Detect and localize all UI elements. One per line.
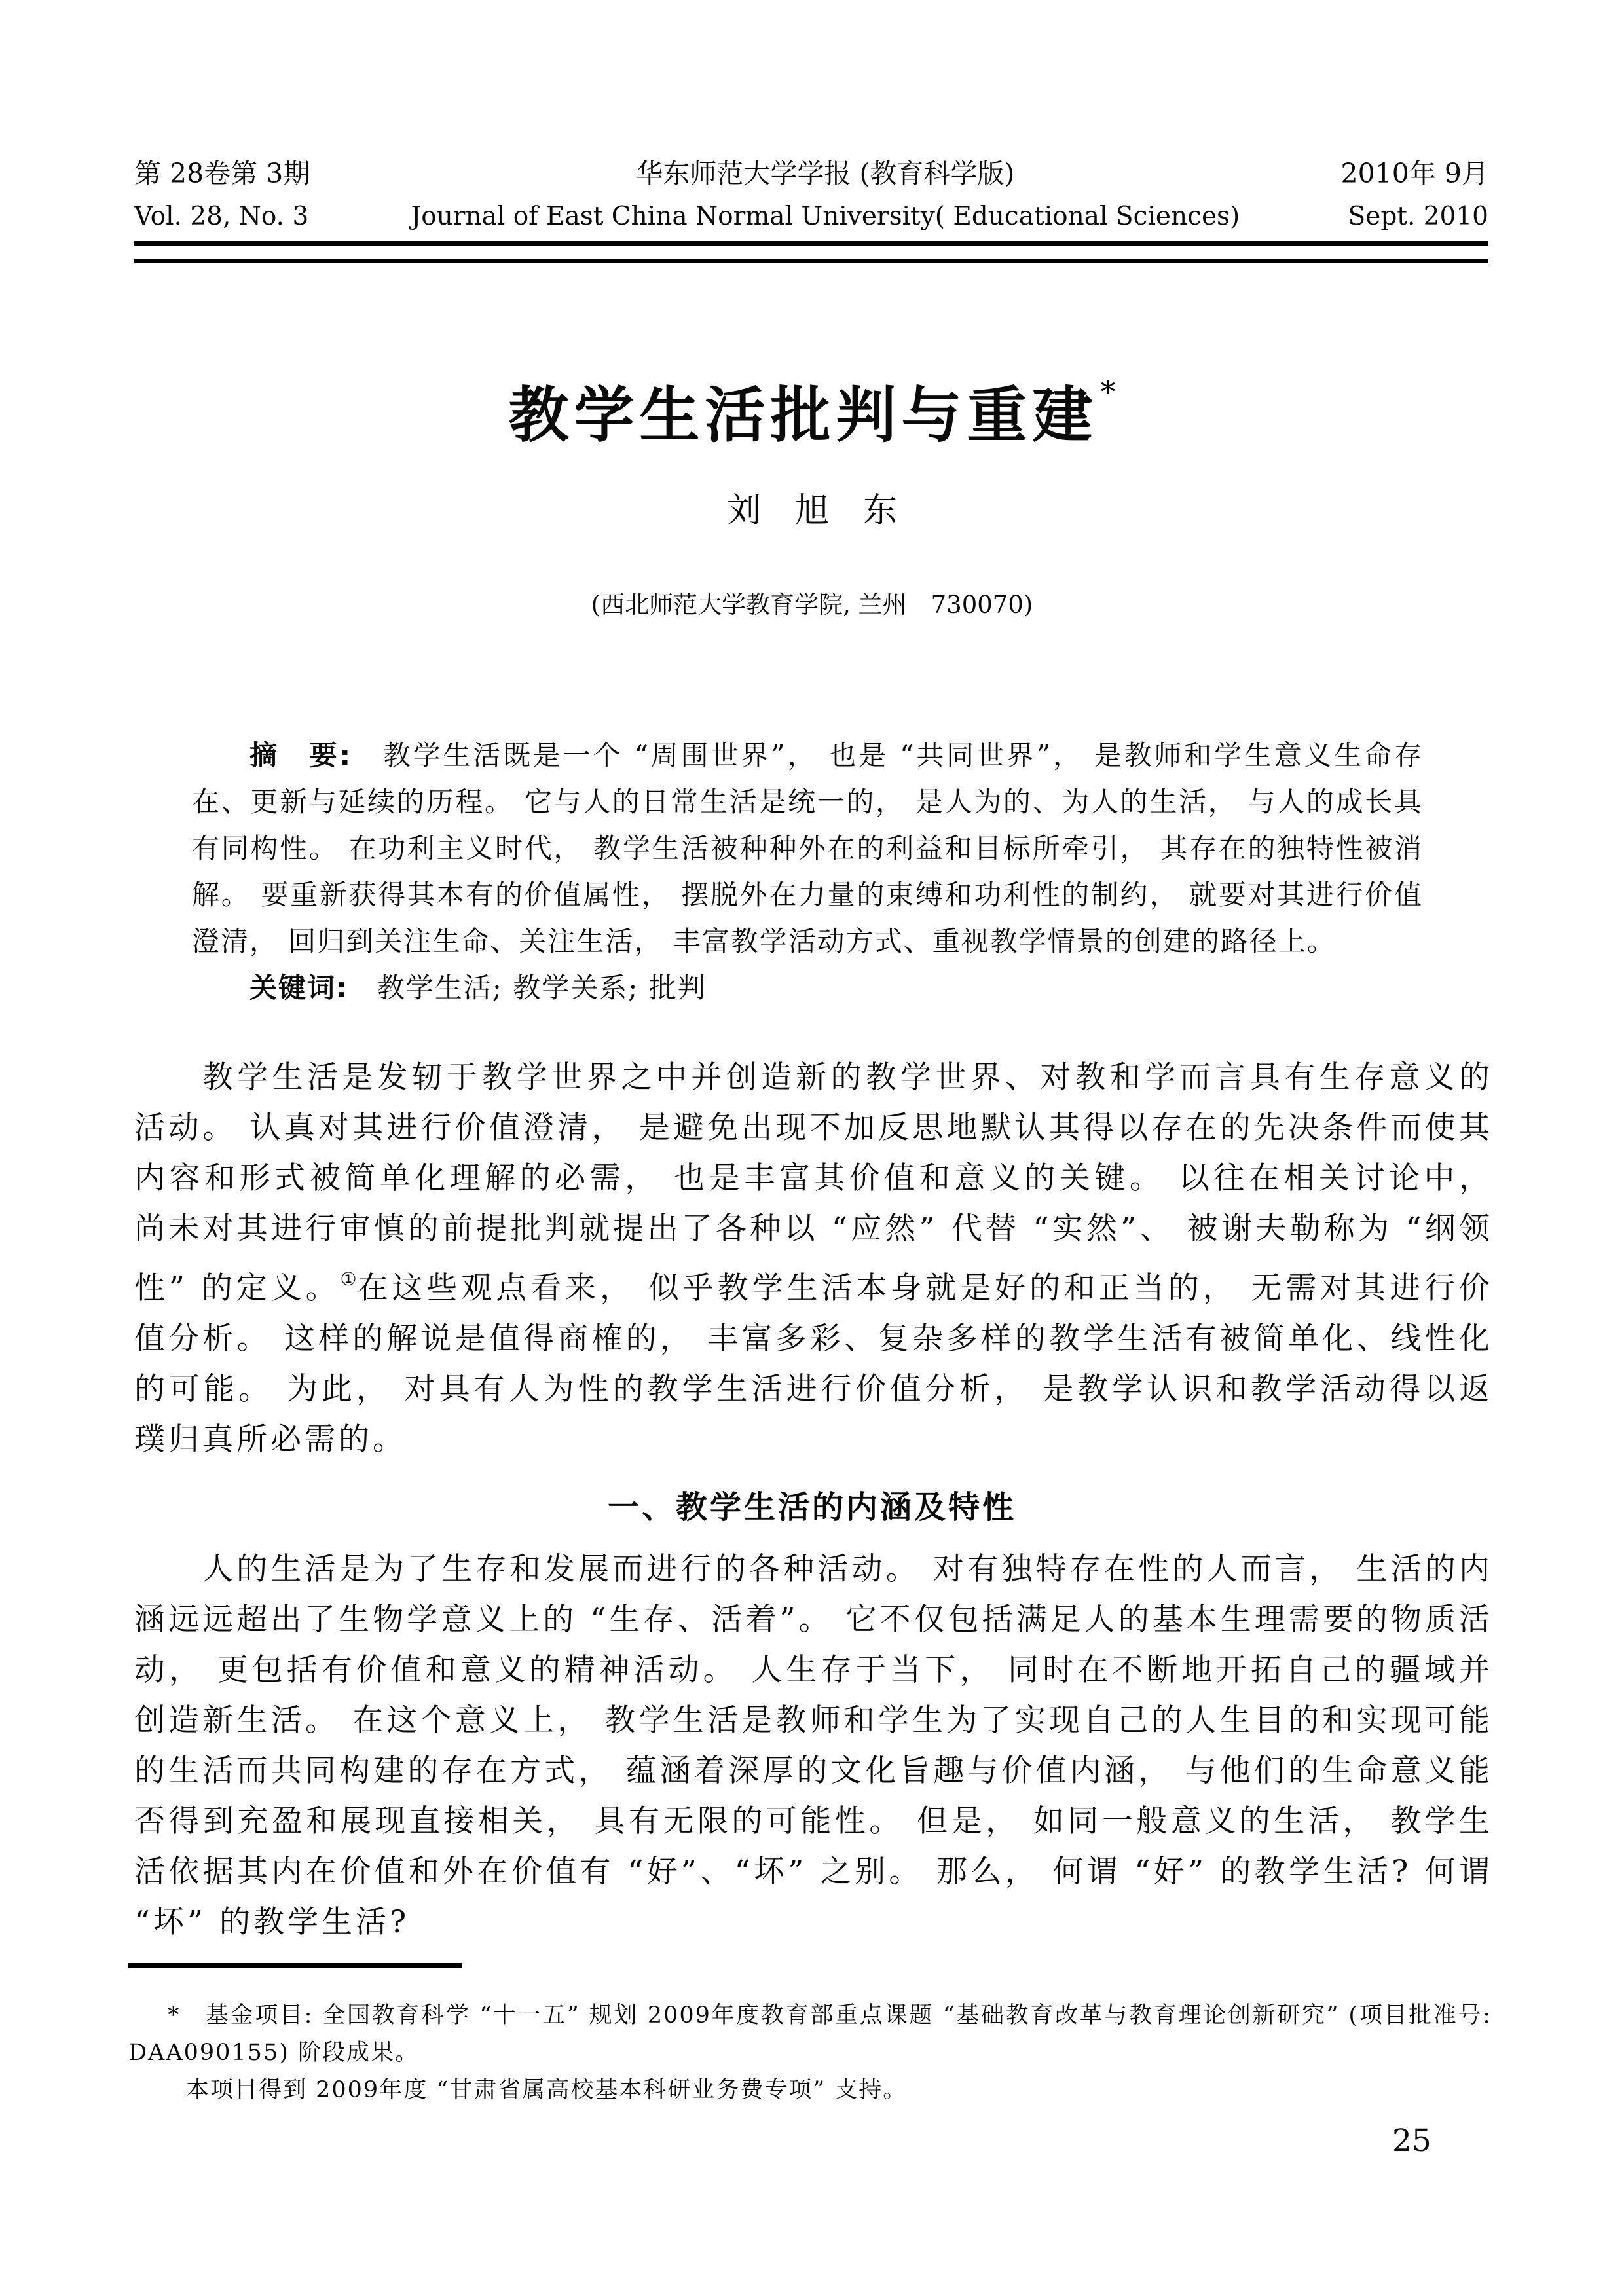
volume-issue-cn: 第 28卷第 3期 — [134, 158, 310, 189]
body-paragraph-2: 人的生活是为了生存和发展而进行的各种活动。 对有独特存在性的人而言， 生活的内涵远远超出了生物学意义上的 “生存、活着”。 它不仅包括满足人的基本生理需要的物质活动， 更包括有价值和意义的精神活动。 人生存于当下， 同时在不断地开拓自己的疆域并创造新生活。 在这个意义上， 教学生活是教师和学生为了实现自己的人生目的和实现可能的生活而共同构建的存在方式， 蕴涵着深厚的文化旨趣与价值内涵， 与他们的生命意义能否得到充盈和展现直接相关， 具有无限的可能性。 但是， 如同一般意义的生活， 教学生活依据其内在价值和外在价值有 “好”、“坏” 之别。 那么， 何谓 “好” 的教学生活? 何谓 “坏” 的教学生活? — [134, 1551, 1493, 1940]
issue-date-cn: 2010年 9月 — [1340, 158, 1488, 189]
header-center-column — [310, 156, 1340, 233]
abstract-block — [192, 732, 1423, 1011]
keywords-paragraph — [192, 964, 1423, 1011]
article-title-text: 教学生活批判与重建 — [508, 380, 1098, 450]
header-left-column — [134, 156, 310, 233]
body-paragraph-1 — [134, 1052, 1493, 1465]
body-paragraph-1-text-a: 教学生活是发轫于教学世界之中并创造新的教学世界、对教和学而言具有生存意义的活动。 认真对其进行价值澄清， 是避免出现不加反思地默认其得以存在的先决条件而使其内容和形式被简单化理解的必需， 也是丰富其价值和意义的关键。 以往在相关讨论中， 尚未对其进行审慎的前提批判就提出了各种以 “应然” 代替 “实然”、 被谢夫勒称为 “纲领性” 的定义。 — [134, 1059, 1493, 1306]
author-affiliation: (西北师范大学教育学院, 兰州 730070) — [591, 591, 1033, 619]
page-number: 25 — [1392, 2123, 1431, 2159]
keywords-label: 关键词: — [249, 972, 377, 1004]
journal-name-cn: 华东师范大学学报 (教育科学版) — [636, 158, 1015, 189]
section-heading-1: 一、教学生活的内涵及特性 — [607, 1489, 1016, 1526]
article-title — [131, 352, 1493, 455]
header-double-rule — [134, 241, 1488, 263]
issue-date-en: Sept. 2010 — [1348, 202, 1488, 231]
abstract-text: 教学生活既是一个 “周围世界”， 也是 “共同世界”， 是教师和学生意义生命存在、更新与延续的历程。 它与人的日常生活是统一的， 是人为的、为人的生活， 与人的成长具有同构性。 在功利主义时代， 教学生活被种种外在的利益和目标所牵引， 其存在的独特性被消解。 要重新获得其本有的价值属性， 摆脱外在力量的束缚和功利性的制约， 就要对其进行价值澄清， 回归到关注生命、关注生活， 丰富教学活动方式、重视教学情景的创建的路径上。 — [192, 739, 1423, 957]
abstract-label: 摘 要: — [249, 739, 383, 771]
header-right-column — [1341, 156, 1488, 233]
footnote-block — [128, 1997, 1492, 2109]
footnote-fund-project: * 基金项目: 全国教育科学 “十一五” 规划 2009年度教育部重点课题 “基础教育改革与教育理论创新研究” (项目批准号: DAA090155) 阶段成果。 — [128, 2002, 1492, 2066]
journal-name-en: Journal of East China Normal University( Educational Sciences) — [411, 202, 1240, 231]
volume-issue-en: Vol. 28, No. 3 — [134, 202, 309, 231]
footnote-divider — [128, 1963, 462, 1968]
footnote-support: 本项目得到 2009年度 “甘肃省属高校基本科研业务费专项” 支持。 — [186, 2077, 908, 2103]
journal-header — [134, 156, 1488, 233]
author-name: 刘 旭 东 — [726, 491, 897, 530]
title-footnote-mark: * — [1100, 374, 1116, 409]
keywords-text: 教学生活; 教学关系; 批判 — [377, 972, 707, 1004]
body-paragraph-1-text-b: 在这些观点看来， 似乎教学生活本身就是好的和正当的， 无需对其进行价值分析。 这样的解说是值得商榷的， 丰富多彩、复杂多样的教学生活有被简单化、线性化的可能。 为此， 对具有人为性的教学生活进行价值分析， 是教学认识和教学活动得以返璞归真所必需的。 — [134, 1270, 1493, 1458]
abstract-paragraph — [192, 732, 1423, 964]
footnote-ref-1-mark: ① — [340, 1268, 358, 1290]
